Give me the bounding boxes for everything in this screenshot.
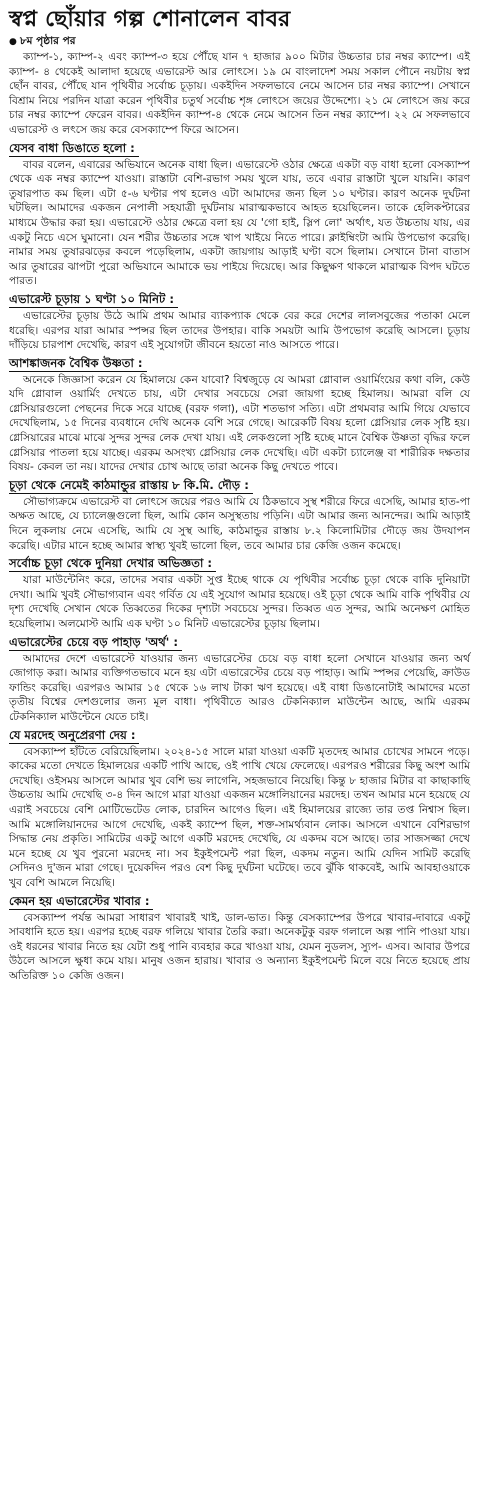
section-heading-text: চূড়া থেকে নেমেই কাঠমান্ডুর রাস্তায় ৮ কি.মি. দৌড় :: [9, 478, 253, 494]
section-heading: [9, 292, 470, 308]
section-food: [9, 894, 470, 984]
section-heading: [9, 141, 470, 157]
section-heading-text: যে মরদেহ অনুপ্রেরণা দেয় :: [9, 728, 139, 744]
section-heading-text: সর্বোচ্চ চূড়া থেকে দুনিয়া দেখার অভিজ্ঞতা :: [9, 556, 216, 572]
section-obstacles: [9, 141, 470, 289]
section-heading: [9, 356, 470, 372]
section-heading: [9, 894, 470, 910]
section-kathmandu-run: [9, 478, 470, 553]
bullet-icon: ●: [9, 37, 17, 47]
section-intro: [9, 50, 470, 138]
section-heading-text: এভারেস্টের চেয়ে বড় পাহাড় 'অর্থ' :: [9, 635, 182, 651]
section-body: যারা মাউন্টেনিং করে, তাদের সবার একটা সুপ্ত ইচ্ছে থাকে যে পৃথিবীর সর্বোচ্চ চূড়া থেকে বাকি দুনিয়াটা দেখা। আমি খুবই সৌভাগ্যবান এবং গর্বিত যে এই সুযোগ আমার হয়েছে। ওই চূড়া থেকে আমি বাকি পৃথিবীর যে দৃশ্য দেখেছি সেখান থেকে তিব্বতের দিকের দৃশ্যটা সবচেয়ে সুন্দর। তিব্বত এত সুন্দর, আমি অনেক্ষণ মোহিত হয়েছিলাম। অলমোস্ট আমি এক ঘণ্টা ১০ মিনিট এভারেস্টের চূড়ায় ছিলাম।: [9, 574, 470, 630]
section-body: বাবর বলেন, এবারের অভিযানে অনেক বাধা ছিল। এভারেস্টে ওঠার ক্ষেত্রে একটা বড় বাধা হলো বেসক্যাম্প থেকে এক নম্বর ক্যাম্পে যাওয়া। রাস্তাটা বেশি-রভাগ সময় খুলে যায়, তবে এবার রাস্তাটা খুলে যায়নি। কারণ তুষারপাত কম ছিল। এটা ৫-৬ ঘণ্টার পথ হলেও এটা আমাদের জন্য ছিল ১০ ঘণ্টার। কারণ অনেক দুর্ঘটনা ঘটছিল। আমাদের একজন নেপালী সহযাত্রী দুর্ঘটনায় মারাত্মকভাবে আহত হয়েছিলেন। তাকে হেলিকপ্টারের মাধ্যমে উদ্ধার করা হয়। এভারেস্টে ওঠার ক্ষেত্রে বলা হয় যে 'গো হাই, স্লিপ লো' অর্থাৎ, যত উচ্চতায় যায়, এর একটু নিচে এসে ঘুমানো। যেন শরীর উচ্চতার সঙ্গে খাপ খাইয়ে নিতে পারে। ক্লাইম্বিংটা আমি উপভোগ করেছি। নামার সময় তুষারঝড়ের কবলে পড়েছিলাম, একটা জায়গায় আড়াই ঘণ্টা বসে ছিলাম। সেখানে টানা বাতাস আর তুষারের ঝাপটা পুরো অভিযানে আমাকে ভয় পাইয়ে দিয়েছে। আর কিছুক্ষণ থাকলে মারাত্মক বিপদ ঘটতে পারত।: [9, 158, 470, 288]
section-summit-time: [9, 292, 470, 353]
section-heading: [9, 728, 470, 744]
section-inspiring-body: [9, 728, 470, 891]
section-body: বেসক্যাম্প পর্যন্ত আমরা সাধারণ খাবারই খাই, ডাল-ভাত। কিন্তু বেসক্যাম্পের উপরে খাবার-দাবারে একটু সাবধানি হতে হয়। এরপর হচ্ছে বরফ গলিয়ে খাবার তৈরি করা। অনেকটুকু বরফ গলালে অল্প পানি পাওয়া যায়। ওই ধরনের খাবার নিতে হয় যেটা শুধু পানি ব্যবহার করে খাওয়া যায়, যেমন নুডলস, স্যুপ- এসব। আবার উপরে উঠলে আসলে ক্ষুধা কমে যায়। মানুষ ওজন হারায়। খাবার ও অন্যান্য ইকুইপমেন্ট মিলে বয়ে নিতে হয়েছে প্রায় অতিরিক্ত ১০ কেজি ওজন।: [9, 911, 470, 982]
article-headline: স্বপ্ন ছোঁয়ার গল্প শোনালেন বাবর: [9, 6, 291, 32]
section-heading: [9, 478, 470, 494]
section-body: সৌভাগ্যক্রমে এভারেস্ট বা লোৎসে জয়ের পরও আমি যে ঠিকভাবে সুস্থ শরীরে ফিরে এসেছি, আমার হাত-পা অক্ষত আছে, যে চ্যালেঞ্জগুলো ছিল, আমি কোন অসুস্থতায় পড়িনি। এটা আমার জন্য আনন্দের। আমি আড়াই দিনে লুকলায় নেমে এসেছি, আমি যে সুস্থ আছি, কাঠমান্ডুর রাস্তায় ৮.২ কিলোমিটার দৌড়ে জয় উদযাপন করেছি। এটার মানে হচ্ছে আমার স্বাস্থ্য খুবই ভালো ছিল, তবে আমার চার কেজি ওজন কমেছে।: [9, 495, 470, 552]
section-heading-text: আশঙ্কাজনক বৈশ্বিক উষ্ণতা :: [9, 356, 147, 372]
section-body: অনেকে জিজ্ঞাসা করেন যে হিমালয়ে কেন যাবো? বিশ্বজুড়ে যে আমরা গ্লোবাল ওয়ার্মিংয়ের কথা বলি, কেউ যদি গ্লোবাল ওয়ার্মিং দেখতে চায়, এটা দেখার সবচেয়ে সেরা জায়গা হচ্ছে হিমালয়। আমরা বলি যে গ্লেসিয়ারগুলো পেছনের দিকে সরে যাচ্ছে (বরফ গলা), এটা শতভাগ সত্যি। এটা প্রথমবার আমি গিয়ে যেভাবে দেখেছিলাম, ১৫ দিনের ব্যবধানে দেখি অনেক বেশি সরে গেছে। আরেকটি বিষয় হলো গ্লেসিয়ার লেক সৃষ্টি হয়। গ্লেসিয়ারের মাঝে মাঝে সুন্দর সুন্দর লেক দেখা যায়। এই লেকগুলো সৃষ্টি হচ্ছে মানে বৈশ্বিক উষ্ণতা বৃদ্ধির ফলে গ্লেসিয়ার পাতলা হয়ে যাচ্ছে। এরকম অসংখ্য গ্লেসিয়ার লেক দেখেছি। এটা একটা চ্যালেঞ্জ বা শারীরিক দক্ষতার বিষয়- কেবল তা নয়। যাদের দেখার চোখ আছে তারা অনেক কিছু দেখতে পাবে।: [9, 373, 470, 474]
section-heading-text: কেমন হয় এভারেস্টের খাবার :: [9, 894, 153, 910]
section-heading: [9, 635, 470, 651]
section-heading-text: এভারেস্ট চূড়ায় ১ ঘণ্টা ১০ মিনিট :: [9, 292, 178, 308]
section-body: বেসক্যাম্প হাঁটতে বেরিয়েছিলাম। ২০২৪-১৫ সালে মারা যাওয়া একটি মৃতদেহ আমার চোখের সামনে পড়ে। কাকের মতো দেখতে হিমালয়ের একটি পাখি আছে, ওই পাখি খেয়ে ফেলেছে। এরপরও শরীরের কিছু অংশ আমি দেখেছি। ওইসময় আসলে আমার খুব বেশি ভয় লাগেনি, সহজভাবে নিয়েছি। কিন্তু ৮ হাজার মিটার বা কাছাকাছি উচ্চতায় আমি দেখেছি ৩-৪ দিন আগে মারা যাওয়া একজন মঙ্গোলিয়ানের মরদেহ। তখন আমার মনে হয়েছে যে এরাই সবচেয়ে বেশি মোটিভেটেড লোক, চারদিন আগেও ছিল। এই হিমালয়ের রাজ্যে তার তপ্ত নিশ্বাস ছিল। আমি মঙ্গোলিয়ানদের আগে দেখেছি, একই ক্যাম্পে ছিল, শক্ত-সামর্থ্যবান লোক। আসলে এখানে বেশিরভাগ সিদ্ধান্ত নেয় প্রকৃতি। সামিটের একটু আগে একটি মরদেহ দেখেছি, যে একদম বসে আছে। তার সাজসজ্জা দেখে মনে হচ্ছে যে খুব পুরনো মরদেহ না। সব ইকুইপমেন্ট পরা ছিল, একদম নতুন। আমি যেদিন সামিট করেছি সেদিনও দু'জন মারা গেছে। দুয়েকদিন পরও বেশ কিছু দুর্ঘটনা ঘটেছে। তবে ঝুঁকি থাকবেই, আমি আবহাওয়াকে খুব বেশি আমলে নিয়েছি।: [9, 745, 470, 889]
continued-from-line: [9, 34, 470, 49]
section-heading: [9, 556, 470, 572]
section-heading-text: যেসব বাধা ডিঙাতে হলো :: [9, 141, 139, 157]
section-body: ক্যাম্প-১, ক্যাম্প-২ এবং ক্যাম্প-৩ হয়ে পৌঁছে যান ৭ হাজার ৯০০ মিটার উচ্চতার চার নম্বর ক্যাম্পে। এই ক্যাম্প- ৪ থেকেই আলাদা হয়েছে এভারেস্ট আর লোৎসে। ১৯ মে বাংলাদেশ সময় সকাল পৌনে নয়টায় স্বপ্ন ছোঁন বাবর, পৌঁছে যান পৃথিবীর সর্বোচ্চ চূড়ায়। একইদিন সফলভাবে নেমে আসেন চার নম্বর ক্যাম্পে। সেখানে বিশ্রাম নিয়ে পরদিন যাত্রা করেন পৃথিবীর চতুর্থ সর্বোচ্চ শৃঙ্গ লোৎসে জয়ের উদ্দেশ্যে। ২১ মে লোৎসে জয় করে চার নম্বর ক্যাম্পে ফেরেন বাবর। একইদিন ক্যাম্প-৪ থেকে নেমে আসেন তিন নম্বর ক্যাম্পে। ২২ মে সফলভাবে এভারেস্ট ও লৎসে জয় করে বেসক্যাম্পে ফিরে আসেন।: [9, 51, 470, 136]
section-global-warming: [9, 356, 470, 475]
section-body: এভারেস্টের চূড়ায় উঠে আমি প্রথম আমার ব্যাকপ্যাক থেকে বের করে দেশের লালসবুজের পতাকা মেলে ধরেছি। এরপর যারা আমার স্পন্সর ছিল তাদের উপহার। বাকি সময়টা আমি উপভোগ করেছি আসলে। চূড়ায় দাঁড়িয়ে চারপাশ দেখেছি, কারণ এই সুযোগটা জীবনে হয়তো নাও আসতে পারে।: [9, 309, 470, 352]
section-view-from-top: [9, 556, 470, 631]
section-body: আমাদের দেশে এভারেস্টে যাওয়ার জন্য এভারেস্টের চেয়ে বড় বাধা হলো সেখানে যাওয়ার জন্য অর্থ জোগাড় করা। আমার ব্যক্তিগতভাবে মনে হয় এটা এভারেস্টের চেয়ে বড় পাহাড়। আমি স্পন্সর পেয়েছি, ক্রাউড ফান্ডিং করেছি। এরপরও আমার ১৫ থেকে ১৬ লাখ টাকা ঋণ হয়েছে। এই বাধা ডিঙানোটাই আমাদের মতো তৃতীয় বিশ্বের দেশগুলোর জন্য মূল বাধা। পৃথিবীতে আরও টেকনিক্যাল মাউন্টেন আছে, আমি এরকম টেকনিক্যাল মাউন্টেনে যেতে চাই।: [9, 652, 470, 723]
section-money: [9, 635, 470, 725]
continued-from-label: ৮ম পৃষ্ঠার পর: [19, 35, 76, 47]
